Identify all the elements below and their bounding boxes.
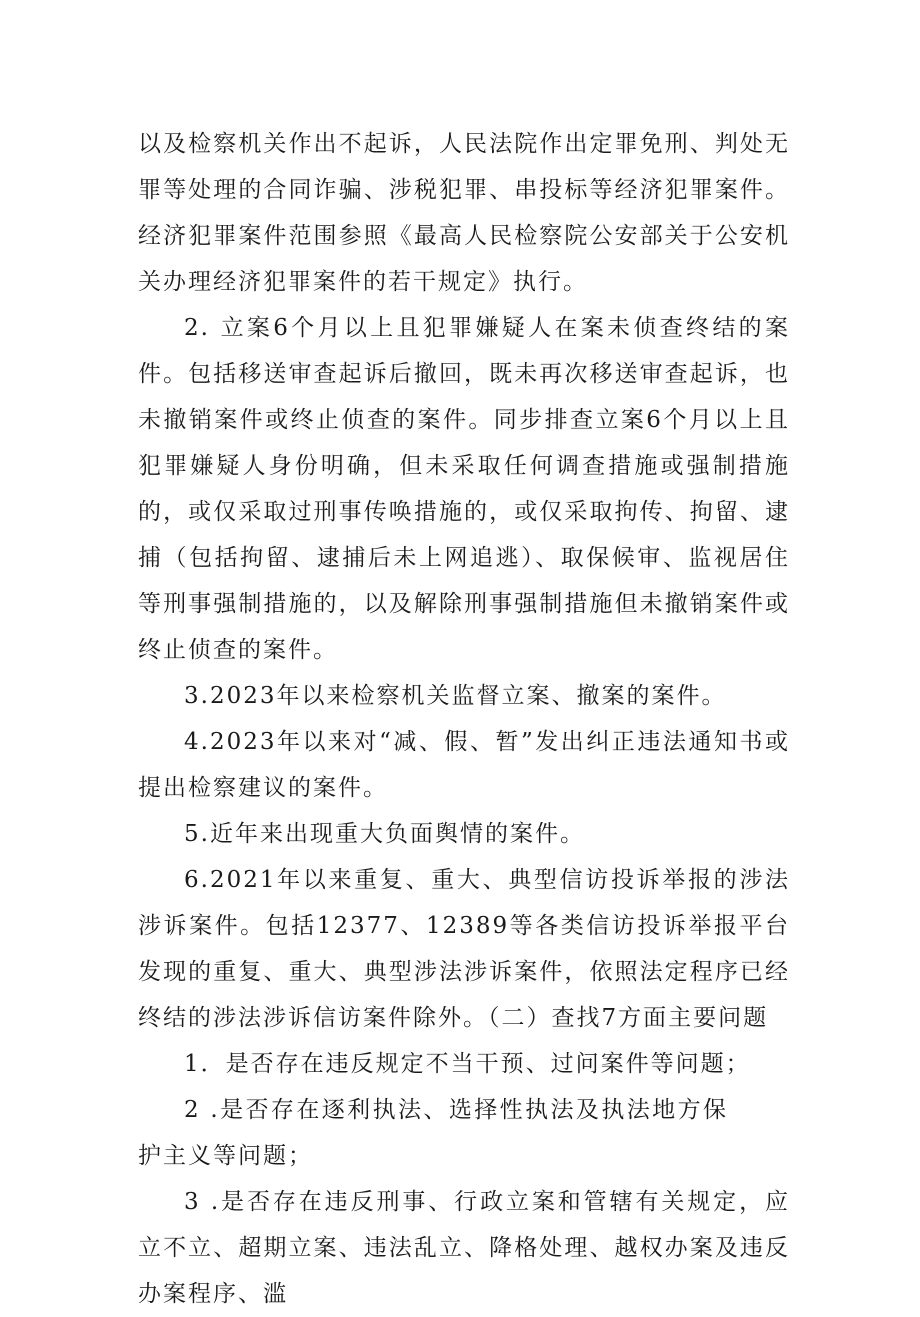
paragraph-item-4: 4.2023年以来对“减、假、暂”发出纠正违法通知书或提出检察建议的案件。 xyxy=(138,729,790,801)
document-body xyxy=(138,121,790,1317)
paragraph-item-2: 2. 立案6个月以上且犯罪嫌疑人在案未侦查终结的案件。包括移送审查起诉后撤回，既未再次移送审查起诉，也未撤销案件或终止侦查的案件。同步排查立案6个月以上且犯罪嫌疑人身份明确，但未采取任何调查措施或强制措施的，或仅采取过刑事传唤措施的，或仅采取拘传、拘留、逮捕（包括拘留、逮捕后未上网追逃）、取保候审、监视居住等刑事强制措施的，以及解除刑事强制措施但未撤销案件或终止侦查的案件。 xyxy=(138,315,790,663)
paragraph-case-scope-continued: 以及检察机关作出不起诉，人民法院作出定罪免刑、判处无罪等处理的合同诈骗、涉税犯罪、串投标等经济犯罪案件。经济犯罪案件范围参照《最高人民检察院公安部关于公安机关办理经济犯罪案件的若干规定》执行。 xyxy=(138,131,790,295)
paragraph-item-3: 3.2023年以来检察机关监督立案、撤案的案件。 xyxy=(184,683,727,709)
paragraph-item-6: 6.2021年以来重复、重大、典型信访投诉举报的涉法涉诉案件。包括12377、12389等各类信访投诉举报平台发现的重复、重大、典型涉法涉诉案件，依照法定程序已经终结的涉法涉诉信访案件除外。（二）查找7方面主要问题 xyxy=(138,867,790,1031)
paragraph-item-5: 5.近年来出现重大负面舆情的案件。 xyxy=(184,821,585,847)
paragraph-problem-3: 3 .是否存在违反刑事、行政立案和管辖有关规定，应立不立、超期立案、违法乱立、降格处理、越权办案及违反办案程序、滥 xyxy=(138,1189,790,1307)
paragraph-problem-1: 1．是否存在违反规定不当干预、过问案件等问题； xyxy=(184,1051,751,1077)
paragraph-problem-2: 2 .是否存在逐利执法、选择性执法及执法地方保护主义等问题； xyxy=(138,1097,728,1169)
